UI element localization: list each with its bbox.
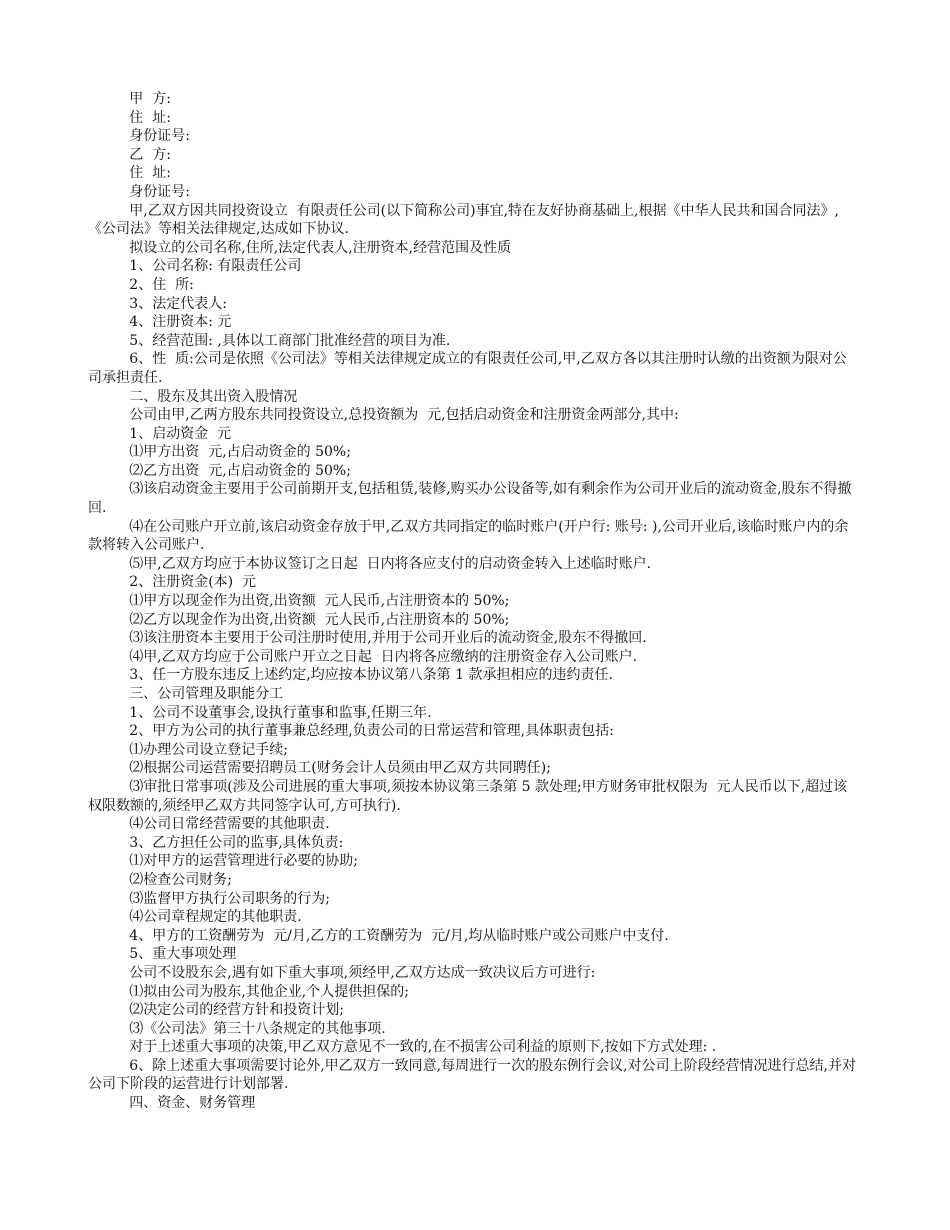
- paragraph: 住 址:: [129, 109, 171, 126]
- paragraph: ⑵决定公司的经营方针和投资计划;: [129, 1002, 345, 1019]
- paragraph: 1、公司不设董事会,设执行董事和监事,任期三年.: [129, 704, 432, 721]
- paragraph: 3、乙方担任公司的监事,具体负责:: [129, 834, 344, 851]
- paragraph: 5、重大事项处理: [129, 946, 237, 963]
- paragraph: 1、公司名称: 有限责任公司: [129, 258, 302, 275]
- paragraph: 3、任一方股东违反上述约定,均应按本协议第八条第 1 款承担相应的违约责任.: [129, 667, 613, 684]
- paragraph: 三、公司管理及职能分工: [129, 686, 284, 702]
- paragraph: ⑴甲方以现金作为出资,出资额 元人民币,占注册资本的 50%;: [129, 593, 510, 610]
- paragraph: 甲 方:: [129, 91, 171, 107]
- paragraph: ⑶审批日常事项(涉及公司进展的重大事项,须按本协议第三条第 5 款处理;甲方财务审批权限为 元人民币以下,超过该权限数额的,须经甲乙双方共同签字认可,方可执行).: [88, 778, 848, 814]
- paragraph: 2、住 所:: [129, 276, 194, 293]
- paragraph: ⑶《公司法》第三十八条规定的其他事项.: [129, 1020, 386, 1037]
- paragraph: ⑷公司章程规定的其他职责.: [129, 909, 302, 926]
- paragraph: 4、注册资本: 元: [129, 314, 232, 331]
- paragraph: 4、甲方的工资酬劳为 元/月,乙方的工资酬劳为 元/月,均从临时账户或公司账户中支付.: [129, 927, 669, 944]
- paragraph: 身份证号:: [129, 128, 191, 145]
- paragraph: 对于上述重大事项的决策,甲乙双方意见不一致的,在不损害公司利益的原则下,按如下方式处理: .: [129, 1039, 717, 1056]
- paragraph: ⑵乙方出资 元,占启动资金的 50%;: [129, 462, 351, 479]
- paragraph: 1、启动资金 元: [129, 425, 232, 442]
- paragraph: 住 址:: [129, 165, 171, 182]
- paragraph: ⑷甲,乙双方均应于公司账户开立之日起 日内将各应缴纳的注册资金存入公司账户.: [129, 648, 638, 665]
- contract-document: [88, 90, 860, 1113]
- paragraph: 身份证号:: [129, 183, 191, 200]
- paragraph: ⑷在公司账户开立前,该启动资金存放于甲,乙双方共同指定的临时账户(开户行: 账号: ),公司开业后,该临时账户内的余款将转入公司账户.: [88, 518, 849, 554]
- paragraph: 乙 方:: [129, 146, 171, 163]
- paragraph: ⑴办理公司设立登记手续;: [129, 741, 289, 758]
- paragraph: ⑵根据公司运营需要招聘员工(财务会计人员须由甲乙双方共同聘任);: [129, 760, 551, 777]
- paragraph: 二、股东及其出资入股情况: [129, 388, 298, 405]
- paragraph: 3、法定代表人:: [129, 295, 227, 312]
- paragraph: 四、资金、财务管理: [129, 1095, 256, 1112]
- paragraph: 公司不设股东会,遇有如下重大事项,须经甲,乙双方达成一致决议后方可进行:: [129, 964, 596, 981]
- paragraph: ⑶该启动资金主要用于公司前期开支,包括租赁,装修,购买办公设备等,如有剩余作为公司开业后的流动资金,股东不得撤回.: [88, 481, 852, 517]
- paragraph: 6、性 质:公司是依照《公司法》等相关法律规定成立的有限责任公司,甲,乙双方各以其注册时认缴的出资额为限对公司承担责任.: [88, 351, 847, 386]
- paragraph: ⑶监督甲方执行公司职务的行为;: [129, 890, 331, 907]
- paragraph: ⑴对甲方的运营管理进行必要的协助;: [129, 853, 359, 870]
- paragraph: 甲,乙双方因共同投资设立 有限责任公司(以下简称公司)事宜,特在友好协商基础上,根据《中华人民共和国合同法》,《公司法》等相关法律规定,达成如下协议.: [88, 202, 839, 238]
- paragraph: ⑸甲,乙双方均应于本协议签订之日起 日内将各应支付的启动资金转入上述临时账户.: [129, 555, 652, 572]
- paragraph: 2、注册资金(本) 元: [129, 574, 257, 591]
- paragraph: 2、甲方为公司的执行董事兼总经理,负责公司的日常运营和管理,具体职责包括:: [129, 723, 614, 740]
- paragraph: ⑶该注册资本主要用于公司注册时使用,并用于公司开业后的流动资金,股东不得撤回.: [129, 630, 647, 647]
- paragraph: 公司由甲,乙两方股东共同投资设立,总投资额为 元,包括启动资金和注册资金两部分,其中:: [129, 407, 679, 424]
- paragraph: ⑴拟由公司为股东,其他企业,个人提供担保的;: [129, 983, 409, 1000]
- paragraph: ⑵乙方以现金作为出资,出资额 元人民币,占注册资本的 50%;: [129, 611, 510, 628]
- paragraph: ⑵检查公司财务;: [129, 871, 233, 888]
- paragraph: ⑴甲方出资 元,占启动资金的 50%;: [129, 444, 351, 461]
- paragraph: 5、经营范围: ,具体以工商部门批准经营的项目为准.: [129, 332, 451, 349]
- paragraph: 6、除上述重大事项需要讨论外,甲乙双方一致同意,每周进行一次的股东例行会议,对公司上阶段经营情况进行总结,并对公司下阶段的运营进行计划部署.: [88, 1057, 857, 1093]
- paragraph: 拟设立的公司名称,住所,法定代表人,注册资本,经营范围及性质: [129, 239, 512, 256]
- paragraph: ⑷公司日常经营需要的其他职责.: [129, 816, 330, 833]
